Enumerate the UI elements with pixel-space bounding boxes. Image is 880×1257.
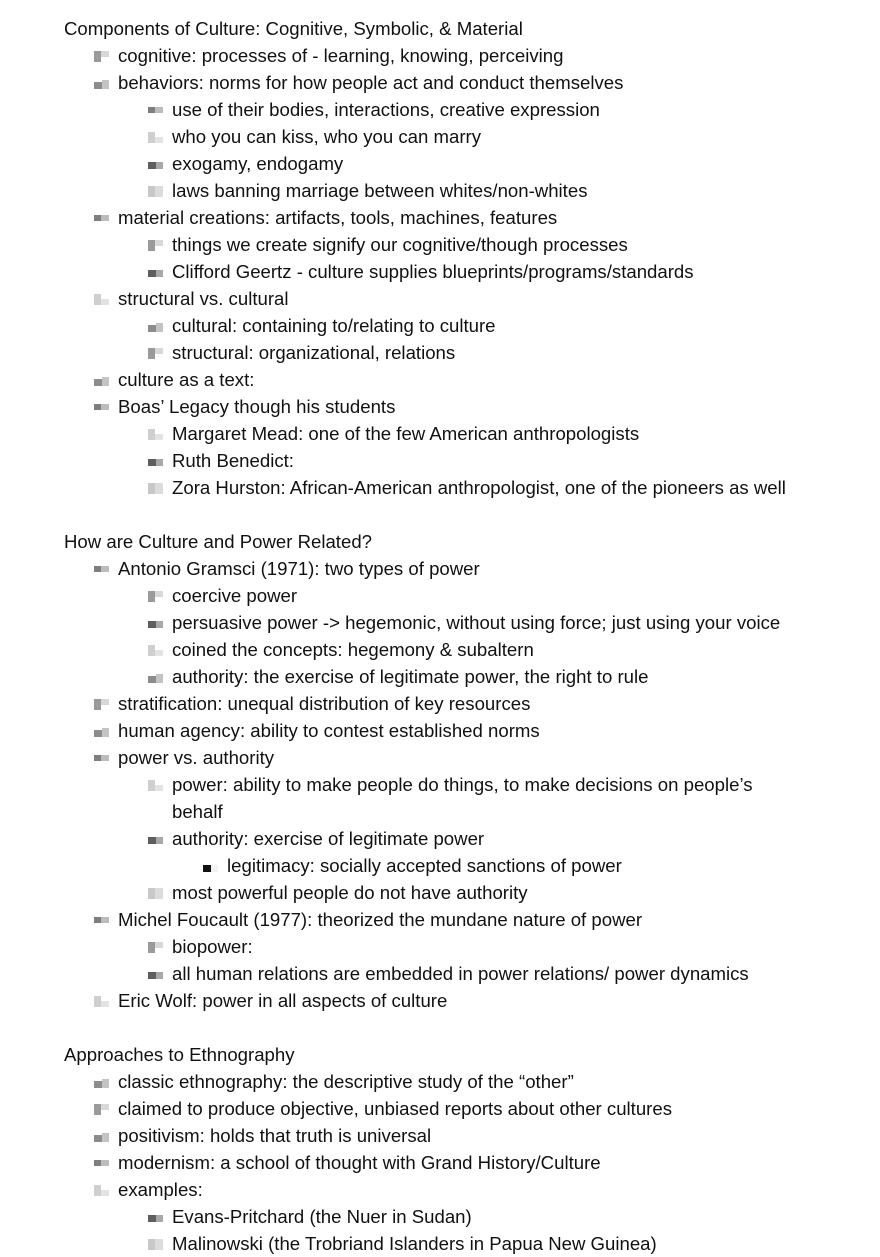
- bullet-icon: [94, 726, 109, 737]
- list-item: [64, 960, 880, 987]
- bullet-icon: [148, 969, 163, 980]
- bullet-icon: [148, 942, 163, 953]
- list-item: [64, 609, 880, 636]
- section-title: Components of Culture: Cognitive, Symbolic, & Material: [64, 18, 523, 39]
- bullet-icon: [148, 618, 163, 629]
- list-item: [64, 906, 880, 933]
- bullet-icon: [94, 78, 109, 89]
- list-item: [64, 420, 880, 447]
- list-item: [64, 231, 880, 258]
- bullet-icon: [148, 645, 163, 656]
- bullet-icon: [94, 1158, 109, 1169]
- list-item: [64, 177, 880, 204]
- list-item: [64, 717, 880, 744]
- list-item: [64, 852, 880, 879]
- list-item-text: positivism: holds that truth is universal: [118, 1125, 432, 1146]
- list-item-text: structural: organizational, relations: [172, 342, 456, 363]
- bullet-icon: [148, 591, 163, 602]
- list-item: [64, 582, 880, 609]
- bullet-icon: [148, 429, 163, 440]
- list-item-text: Malinowski (the Trobriand Islanders in Papua New Guinea): [172, 1233, 657, 1254]
- list-item-text: exogamy, endogamy: [172, 153, 344, 174]
- list-item-text: behaviors: norms for how people act and conduct themselves: [118, 72, 624, 93]
- bullet-icon: [94, 915, 109, 926]
- bullet-icon: [94, 1104, 109, 1115]
- list-item: [64, 744, 880, 771]
- list-item-text: Evans-Pritchard (the Nuer in Sudan): [172, 1206, 472, 1227]
- bullet-icon: [148, 1239, 163, 1250]
- list-item-text: legitimacy: socially accepted sanctions of power: [227, 855, 622, 876]
- bullet-list: [64, 555, 880, 1014]
- list-item: [64, 690, 880, 717]
- list-item: [64, 1203, 880, 1230]
- bullet-icon: [148, 159, 163, 170]
- list-item-text: stratification: unequal distribution of key resources: [118, 693, 531, 714]
- list-item-text: Boas’ Legacy though his students: [118, 396, 396, 417]
- list-item-text: claimed to produce objective, unbiased reports about other cultures: [118, 1098, 673, 1119]
- list-item-text: structural vs. cultural: [118, 288, 289, 309]
- list-item: [64, 987, 880, 1014]
- list-item-text: human agency: ability to contest established norms: [118, 720, 540, 741]
- list-item: [64, 204, 880, 231]
- list-item: [64, 42, 880, 69]
- bullet-icon: [148, 321, 163, 332]
- bullet-icon: [148, 1212, 163, 1223]
- list-item: [64, 1230, 880, 1257]
- list-item: [64, 663, 880, 690]
- bullet-icon: [94, 1077, 109, 1088]
- bullet-icon: [94, 375, 109, 386]
- bullet-icon: [148, 267, 163, 278]
- list-item-text: most powerful people do not have authority: [172, 882, 528, 903]
- list-item-text: cognitive: processes of - learning, knowing, perceiving: [118, 45, 564, 66]
- list-item-text: coercive power: [172, 585, 298, 606]
- list-item: [64, 825, 880, 852]
- list-item: [64, 312, 880, 339]
- bullet-icon: [94, 294, 109, 305]
- list-item: [64, 474, 880, 501]
- bullet-icon: [148, 348, 163, 359]
- list-item: [64, 1149, 880, 1176]
- list-item: [64, 339, 880, 366]
- section-title: How are Culture and Power Related?: [64, 531, 372, 552]
- list-item-text: classic ethnography: the descriptive study of the “other”: [118, 1071, 574, 1092]
- list-item-text: culture as a text:: [118, 369, 255, 390]
- bullet-icon: [148, 456, 163, 467]
- list-item: [64, 258, 880, 285]
- list-item-text: power: ability to make people do things, to make decisions on people’s behalf: [172, 774, 753, 822]
- list-item-text: power vs. authority: [118, 747, 275, 768]
- bullet-icon: [94, 996, 109, 1007]
- bullet-icon: [94, 1185, 109, 1196]
- list-item: [64, 879, 880, 906]
- list-item: [64, 69, 880, 96]
- list-item-text: cultural: containing to/relating to culture: [172, 315, 496, 336]
- section-spacer: [64, 1014, 880, 1041]
- list-item: [64, 1068, 880, 1095]
- bullet-icon: [94, 213, 109, 224]
- list-item-text: things we create signify our cognitive/though processes: [172, 234, 628, 255]
- bullet-icon: [148, 132, 163, 143]
- list-item-text: material creations: artifacts, tools, machines, features: [118, 207, 558, 228]
- bullet-icon: [94, 51, 109, 62]
- list-item: [64, 1095, 880, 1122]
- bullet-icon: [148, 483, 163, 494]
- bullet-list: [64, 42, 880, 501]
- list-item-text: Ruth Benedict:: [172, 450, 294, 471]
- list-item-text: Margaret Mead: one of the few American anthropologists: [172, 423, 640, 444]
- section-title: Approaches to Ethnography: [64, 1044, 295, 1065]
- bullet-icon: [148, 186, 163, 197]
- list-item-text: use of their bodies, interactions, creative expression: [172, 99, 600, 120]
- list-item-text: laws banning marriage between whites/non-whites: [172, 180, 588, 201]
- list-item: [64, 393, 880, 420]
- list-item: [64, 555, 880, 582]
- bullet-icon: [148, 240, 163, 251]
- list-item: [64, 771, 782, 825]
- list-item: [64, 933, 880, 960]
- list-item: [64, 1122, 880, 1149]
- bullet-icon: [148, 672, 163, 683]
- list-item: [64, 96, 880, 123]
- list-item-text: Clifford Geertz - culture supplies blueprints/programs/standards: [172, 261, 694, 282]
- list-item: [64, 366, 880, 393]
- bullet-icon: [148, 780, 163, 791]
- list-item-text: Antonio Gramsci (1971): two types of power: [118, 558, 480, 579]
- list-item: [64, 447, 880, 474]
- section-spacer: [64, 501, 880, 528]
- bullet-icon: [94, 699, 109, 710]
- list-item-text: authority: exercise of legitimate power: [172, 828, 485, 849]
- list-item-text: Zora Hurston: African-American anthropologist, one of the pioneers as well: [172, 477, 786, 498]
- bullet-icon: [94, 402, 109, 413]
- list-item-text: persuasive power -> hegemonic, without using force; just using your voice: [172, 612, 781, 633]
- list-item: [64, 285, 880, 312]
- list-item-text: examples:: [118, 1179, 203, 1200]
- list-item: [64, 150, 880, 177]
- list-item-text: authority: the exercise of legitimate power, the right to rule: [172, 666, 649, 687]
- bullet-icon: [148, 105, 163, 116]
- bullet-icon: [148, 888, 163, 899]
- bullet-icon: [203, 861, 218, 872]
- list-item: [64, 636, 880, 663]
- list-item-text: all human relations are embedded in power relations/ power dynamics: [172, 963, 749, 984]
- list-item-text: Michel Foucault (1977): theorized the mundane nature of power: [118, 909, 643, 930]
- list-item: [64, 123, 880, 150]
- bullet-list: [64, 1068, 880, 1257]
- list-item-text: coined the concepts: hegemony & subaltern: [172, 639, 534, 660]
- list-item-text: biopower:: [172, 936, 253, 957]
- list-item-text: Eric Wolf: power in all aspects of culture: [118, 990, 448, 1011]
- bullet-icon: [94, 1131, 109, 1142]
- bullet-icon: [94, 753, 109, 764]
- bullet-icon: [148, 834, 163, 845]
- bullet-icon: [94, 564, 109, 575]
- list-item-text: modernism: a school of thought with Grand History/Culture: [118, 1152, 601, 1173]
- list-item-text: who you can kiss, who you can marry: [172, 126, 481, 147]
- list-item: [64, 1176, 880, 1203]
